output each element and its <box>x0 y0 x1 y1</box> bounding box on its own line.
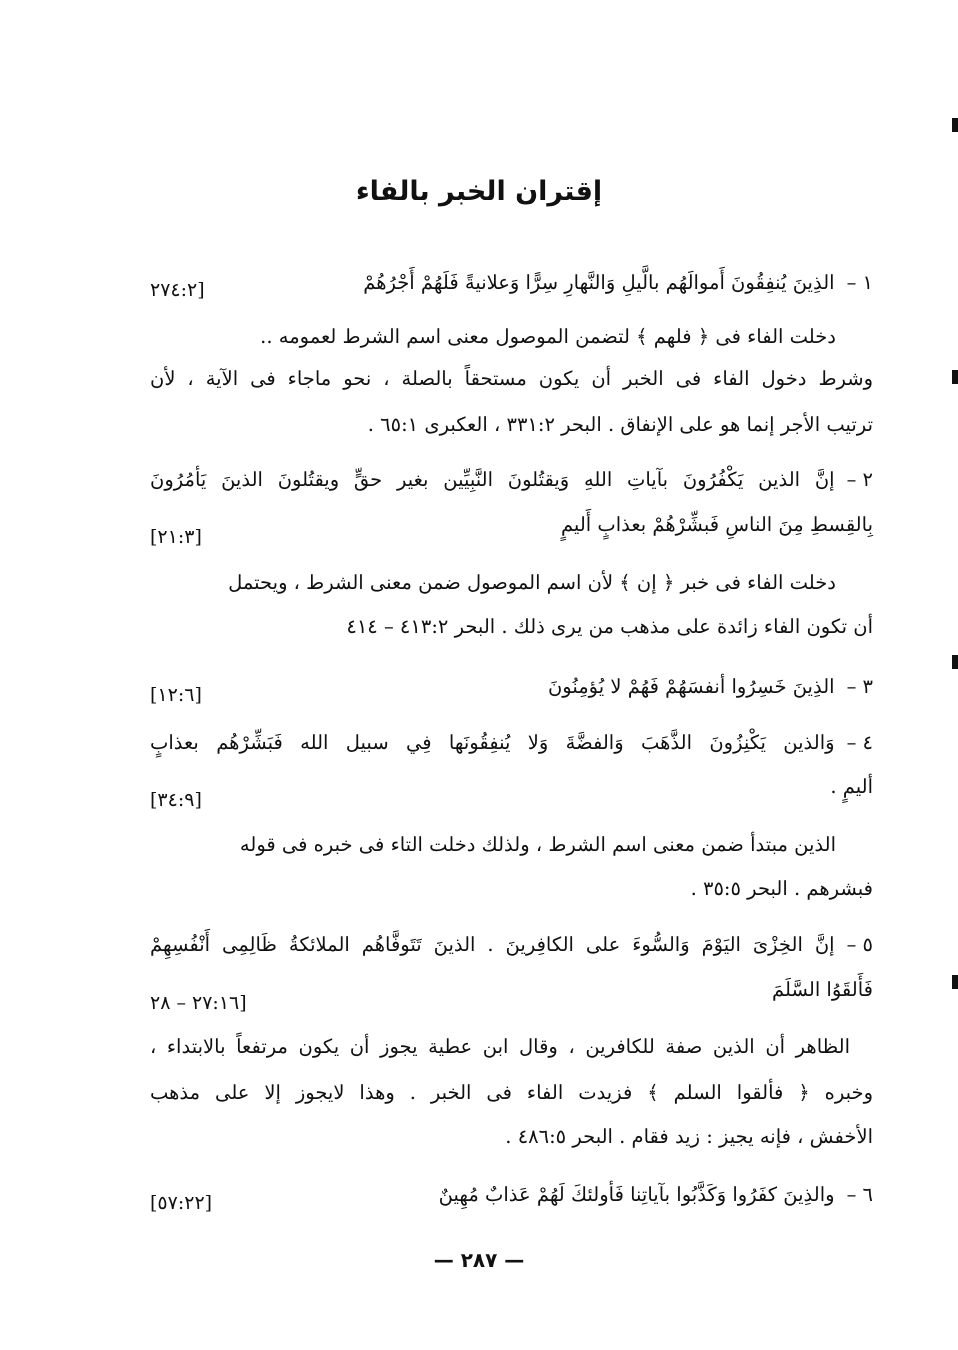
page-number: — ٢٨٧ — <box>433 1248 525 1272</box>
verse-reference: [١٢:٦] <box>150 684 202 706</box>
verse-line: أليمٍ . <box>830 775 873 798</box>
verse-line <box>150 672 873 702</box>
commentary-line: دخلت الفاء فى خبر ﴿ إن ﴾ لأن اسم الموصول ضمن معنى الشرط ، ويحتمل <box>228 571 836 594</box>
commentary-line: فبشرهم . البحر ٣٥:٥ . <box>690 877 873 900</box>
verse-line <box>150 1180 873 1210</box>
verse-reference: [٣٤:٩] <box>150 789 202 811</box>
page-title: إقتران الخبر بالفاء <box>355 176 603 207</box>
commentary-line: وشرط دخول الفاء فى الخبر أن يكون مستحقاً بالصلة ، نحو ماجاء فى الآية ، لأن <box>150 367 873 390</box>
entry-number: ١ – <box>846 271 873 294</box>
verse-reference: [٥٧:٢٢] <box>150 1192 213 1214</box>
commentary-line: الذين مبتدأ ضمن معنى اسم الشرط ، ولذلك دخلت التاء فى خبره فى قوله <box>239 833 836 856</box>
edge-mark <box>952 975 958 989</box>
entry-number: ٦ – <box>846 1183 873 1206</box>
verse-line <box>150 728 873 758</box>
verse-text: الذِينَ خَسِرُوا أنفسَهُمْ فَهُمْ لا يُؤمِنُونَ <box>547 675 835 698</box>
verse-line <box>150 268 873 298</box>
commentary-line: دخلت الفاء فى ﴿ فلهم ﴾ لتضمن الموصول معنى اسم الشرط لعمومه .. <box>260 325 836 348</box>
edge-mark <box>952 370 958 384</box>
entry-number: ٢ – <box>846 468 873 491</box>
entry-number: ٥ – <box>846 933 873 956</box>
entry-number: ٤ – <box>846 731 873 754</box>
commentary-line: ترتيب الأجر إنما هو على الإنفاق . البحر ٣٣١:٢ ، العكبرى ٦٥:١ . <box>367 413 873 436</box>
edge-mark <box>952 655 958 669</box>
edge-mark <box>952 118 958 132</box>
verse-reference: [٢٧:١٦ – ٢٨ <box>150 992 247 1014</box>
verse-text: والذِينَ كفَرُوا وَكَذَّبُوا بآياتِنا فَأولئكَ لَهُمْ عَذابٌ مُهِينٌ <box>438 1183 835 1206</box>
commentary-line: الأخفش ، فإنه يجيز : زيد فقام . البحر ٤٨٦:٥ . <box>505 1125 873 1148</box>
verse-text: إنَّ الخِزْىَ اليَوْمَ وَالسُّوءَ على الكافِرينَ . الذينَ تَتَوفَّاهُم الملائكةُ ظَالِمِى أَنْفُسِهِمْ <box>150 933 835 956</box>
verse-line <box>150 465 873 495</box>
verse-line <box>150 930 873 960</box>
verse-line: بِالقِسطِ مِنَ الناسِ فَبشِّرْهُمْ بعذابٍ أَليمٍ <box>560 513 873 536</box>
verse-text: الذِينَ يُنفِقُونَ أَموالَهُم بالَّيلِ وَالنَّهارِ سِرًّا وَعلانيةً فَلَهُمْ أَجْرُهُمْ <box>363 271 835 294</box>
verse-text: وَالذين يَكْنِزُونَ الذَّهَبَ وَالفضَّةَ وَلا يُنفِقُونَها فِي سبيل الله فَبَشِّرْهُم بعذابٍ <box>150 731 835 754</box>
commentary-line: الظاهر أن الذين صفة للكافرين ، وقال ابن عطية يجوز أن يكون مرتفعاً بالابتداء ، <box>150 1035 850 1058</box>
verse-line: فَأَلقَوُا السَّلَمَ <box>772 978 873 1001</box>
commentary-line: أن تكون الفاء زائدة على مذهب من يرى ذلك . البحر ٤١٣:٢ – ٤١٤ <box>346 615 873 638</box>
commentary-line: وخبره ﴿ فألقوا السلم ﴾ فزيدت الفاء فى الخبر . وهذا لايجوز إلا على مذهب <box>150 1081 873 1104</box>
verse-text: إنَّ الذين يَكْفُرُونَ بآياتِ اللهِ وَيقتُلونَ النَّبِيِّين بغير حقٍّ ويقتُلونَ الذينَ يَأمُرُونَ <box>150 468 835 491</box>
verse-reference: [٢١:٣] <box>150 526 202 548</box>
entry-number: ٣ – <box>846 675 873 698</box>
verse-reference: [٢٧٤:٢ <box>150 279 205 301</box>
